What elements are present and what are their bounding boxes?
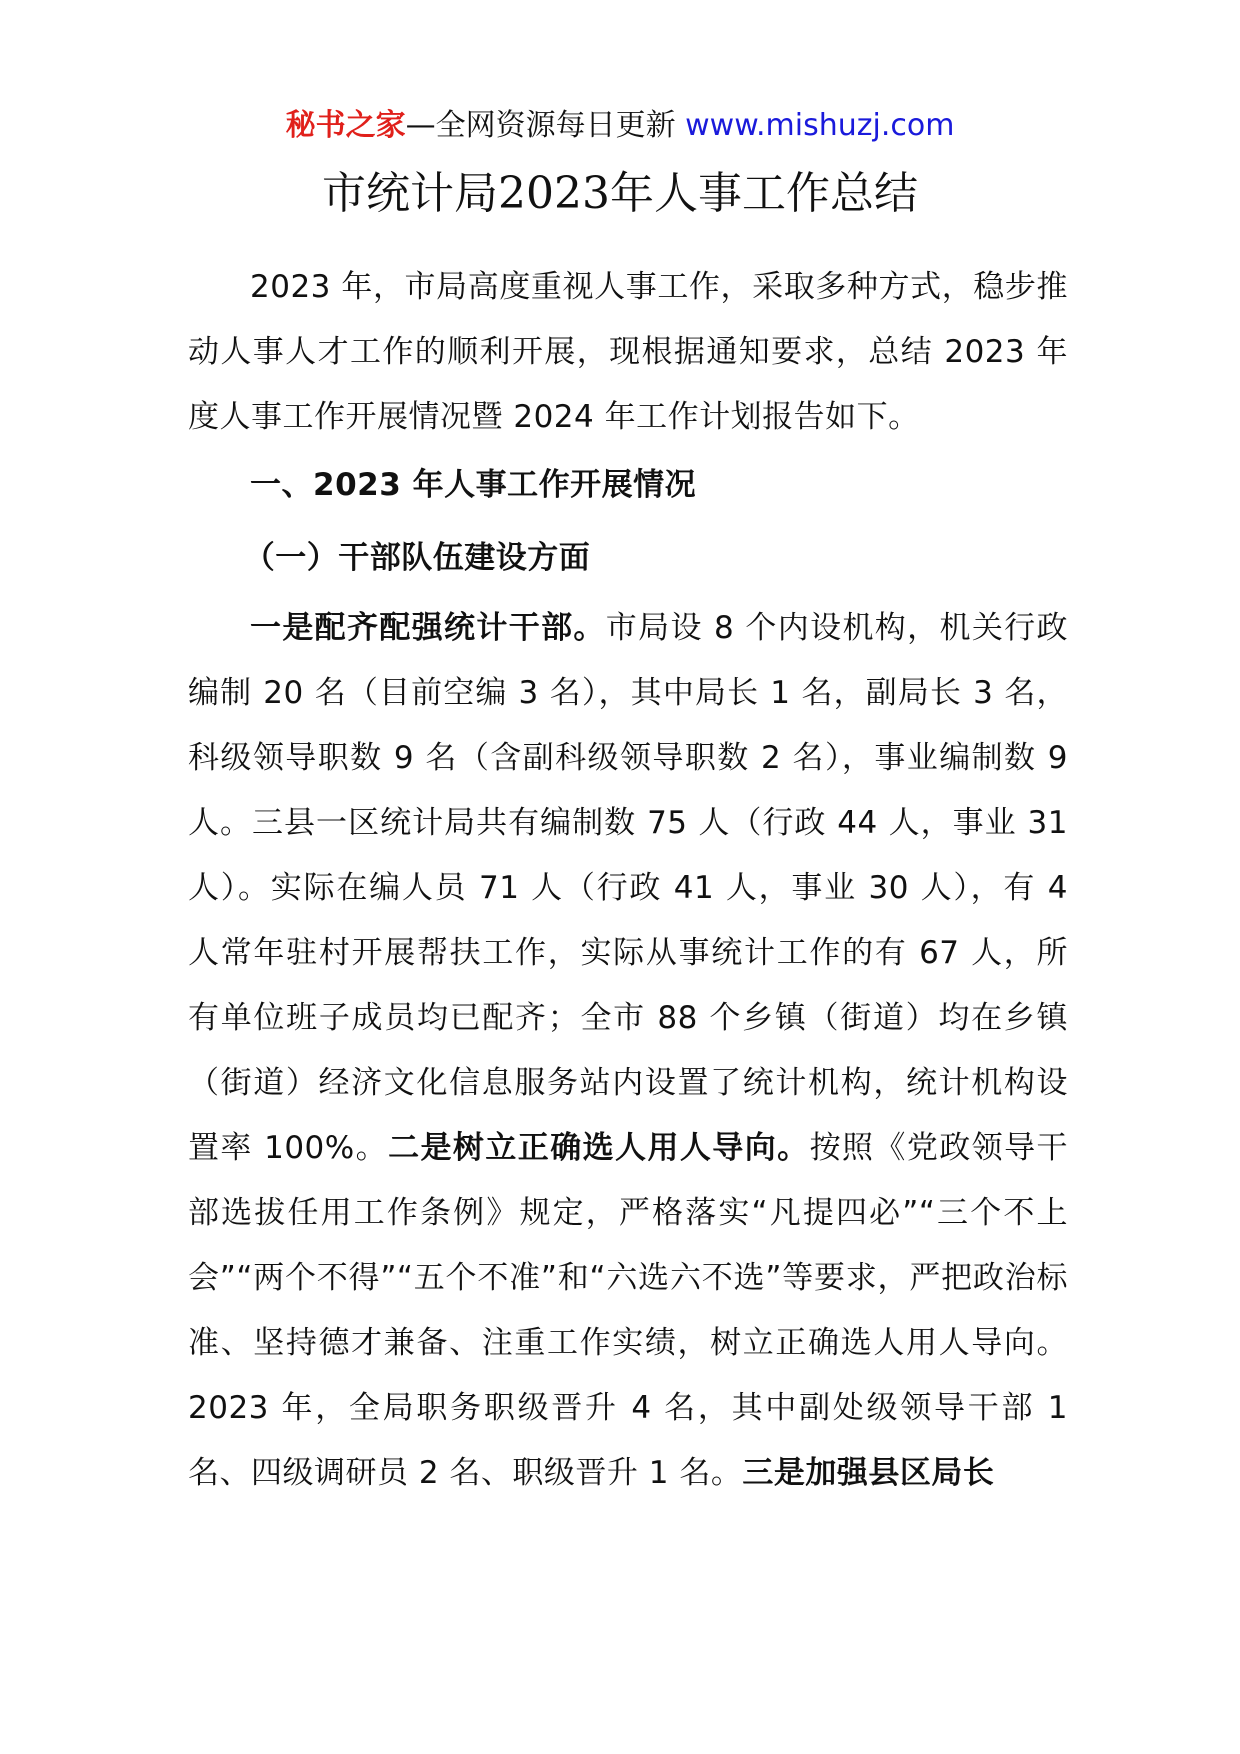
title-year: 2023 [498,168,610,219]
title-prefix: 市统计局 [322,168,498,219]
banner-brand: 秘书之家 [285,108,406,143]
point1-lead: 一是配齐配强统计干部。 [250,610,606,646]
title-suffix: 年人事工作总结 [609,168,918,219]
banner-slogan: —全网资源每日更新 [405,108,676,143]
banner-url-link[interactable]: www.mishuzj.com [685,108,955,143]
site-banner [0,104,1240,148]
point1-text: 市局设 8 个内设机构，机关行政编制 20 名（目前空编 3 名），其中局长 1 名，副局长 3 名，科级领导职数 9 名（含副科级领导职数 2 名），事业编制数 9 人。三县一区统计局共有编制数 75 人（行政 44 人，事业 31 人）。实际在编人员 71 人（行政 41 人，事业 30 人），有 4 人常年驻村开展帮扶工作，实际从事统计工作的有 67 人，所有单位班子成员均已配齐；全市 88 个乡镇（街道）均在乡镇（街道）经济文化信息服务站内设置了统计机构，统计机构设置率 100%。 [188,610,1069,1166]
section-heading: 一、2023 年人事工作开展情况 [250,467,697,503]
point2-lead: 二是树立正确选人用人导向。 [388,1130,810,1166]
cadre-paragraph [188,596,1068,1506]
intro-paragraph: 2023 年，市局高度重视人事工作，采取多种方式，稳步推动人事人才工作的顺利开展，现根据通知要求，总结 2023 年度人事工作开展情况暨 2024 年工作计划报告如下。 [188,269,1068,435]
point3-lead: 三是加强县区局长 [742,1455,995,1491]
document-title [0,164,1240,224]
document-body [188,255,1068,1506]
point2-text: 按照《党政领导干部选拔任用工作条例》规定，严格落实“凡提四必”“三个不上会”“两个不得”“五个不准”和“六选六不选”等要求，严把政治标准、坚持德才兼备、注重工作实绩，树立正确选人用人导向。2023 年，全局职务职级晋升 4 名，其中副处级领导干部 1 名、四级调研员 2 名、职级晋升 1 名。 [188,1130,1069,1491]
subsection-heading: （一）干部队伍建设方面 [243,540,591,576]
